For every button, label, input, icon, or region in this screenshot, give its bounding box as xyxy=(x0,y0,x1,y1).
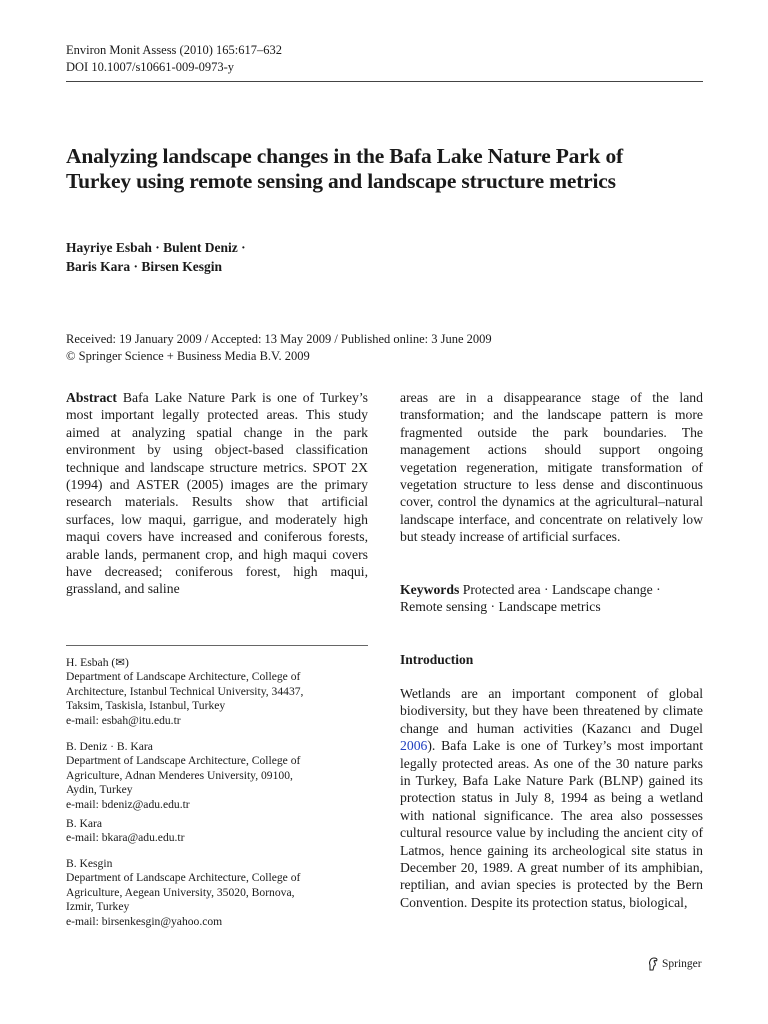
affiliation-line: Department of Landscape Architecture, College of xyxy=(66,871,301,885)
intro-text-part-1: Wetlands are an important component of global biodiversity, but they have been threatened by climate change and human activities (Kazancı and Dugel xyxy=(400,686,703,736)
received-accepted-published: Received: 19 January 2009 / Accepted: 13 May 2009 / Published online: 3 June 2009 xyxy=(66,332,492,346)
affiliation-line: B. Deniz · B. Kara xyxy=(66,740,153,753)
affiliation-kara xyxy=(66,817,368,846)
affiliation-line: Agriculture, Adnan Menderes University, 09100, xyxy=(66,768,293,782)
copyright-notice: © Springer Science + Business Media B.V. 2009 xyxy=(66,349,310,363)
citation-link[interactable]: 2006 xyxy=(400,738,428,754)
publisher-mark xyxy=(647,956,702,972)
paper-title: Analyzing landscape changes in the Bafa Lake Nature Park of Turkey using remote sensing and landscape structure metrics xyxy=(66,144,623,193)
email-deniz[interactable]: e-mail: bdeniz@adu.edu.tr xyxy=(66,797,190,811)
intro-text-part-2: ). Bafa Lake is one of Turkey’s most important legally protected areas. As one of the 30 nature parks in Turkey, Bafa Lake Nature Park (BLNP) gained its protection status in July 8, 1994 as being a wetland with national significance. The area also possesses cultural resource value by including the ancient city of Latmos, hence gaining its archeological site status in December 20, 1989. A great number of its amphibian, reptilian, and avian species is protected by the Bern Convention. Despite its protection status, biological, xyxy=(400,738,703,910)
affiliation-line: B. Kara xyxy=(66,817,103,830)
authors-line-2: Baris Kara · Birsen Kesgin xyxy=(66,259,223,274)
header-rule xyxy=(66,81,703,82)
affiliation-deniz-kara xyxy=(66,740,368,812)
affiliation-line: Izmir, Turkey xyxy=(66,900,130,914)
footnote-rule xyxy=(66,645,368,646)
springer-horse-icon xyxy=(647,957,659,971)
journal-reference xyxy=(66,42,282,76)
affiliation-line: Taksim, Taskisla, Istanbul, Turkey xyxy=(66,699,226,713)
author-list xyxy=(66,238,366,276)
publisher-name: Springer xyxy=(662,958,702,970)
email-kesgin[interactable]: e-mail: birsenkesgin@yahoo.com xyxy=(66,914,223,928)
publication-dates xyxy=(66,331,706,365)
affiliation-line: Architecture, Istanbul Technical University, 34437, xyxy=(66,684,304,698)
doi: DOI 10.1007/s10661-009-0973-y xyxy=(66,60,235,74)
email-kara[interactable]: e-mail: bkara@adu.edu.tr xyxy=(66,831,185,845)
affiliation-kesgin xyxy=(66,857,368,929)
introduction-paragraph xyxy=(400,685,703,911)
affiliation-line: B. Kesgin xyxy=(66,857,113,870)
abstract-label: Abstract xyxy=(66,390,117,405)
abstract-text-part-2: areas are in a disappearance stage of the land transformation; and the landscape pattern is more fragmented outside the park boundaries. The management actions should support ongoing vegetation regeneration, mitigate transformation of vegetation structure to less dense and discontinuous cover, control the dynamics at the agricultural–natural landscape interface, and concentrate on relatively low but steady increase of artificial surfaces. xyxy=(400,390,703,545)
keywords-block xyxy=(400,581,703,616)
affiliation-line: Department of Landscape Architecture, College of xyxy=(66,754,301,768)
affiliation-line: Department of Landscape Architecture, College of xyxy=(66,670,301,684)
journal-citation: Environ Monit Assess (2010) 165:617–632 xyxy=(66,43,282,57)
email-esbah[interactable]: e-mail: esbah@itu.edu.tr xyxy=(66,713,181,727)
affiliation-line: H. Esbah (✉) xyxy=(66,656,129,669)
introduction-heading: Introduction xyxy=(400,652,474,667)
keywords-list: Protected area · Landscape change · Remote sensing · Landscape metrics xyxy=(400,582,661,615)
introduction-body xyxy=(400,685,703,911)
abstract-left-column xyxy=(66,389,368,598)
keywords-label: Keywords xyxy=(400,582,460,597)
abstract-right-column xyxy=(400,389,703,546)
abstract-text-part-1: Bafa Lake Nature Park is one of Turkey’s most important legally protected areas. This study aimed at analyzing spatial change in the park environment by using object-based classification technique and landscape structure metrics. SPOT 2X (1994) and ASTER (2005) images are the primary research materials. Results show that artificial surfaces, low maqui, garrigue, and moderately high maqui covers have increased and coniferous forests, arable lands, permanent crop, and high maqui covers have decreased; coniferous forest, high maqui, grassland, and saline xyxy=(66,390,368,597)
affiliation-esbah xyxy=(66,656,368,728)
authors-line-1: Hayriye Esbah · Bulent Deniz · xyxy=(66,240,246,255)
affiliation-line: Agriculture, Aegean University, 35020, Bornova, xyxy=(66,885,295,899)
abstract-paragraph xyxy=(66,389,368,598)
affiliation-line: Aydin, Turkey xyxy=(66,783,133,797)
